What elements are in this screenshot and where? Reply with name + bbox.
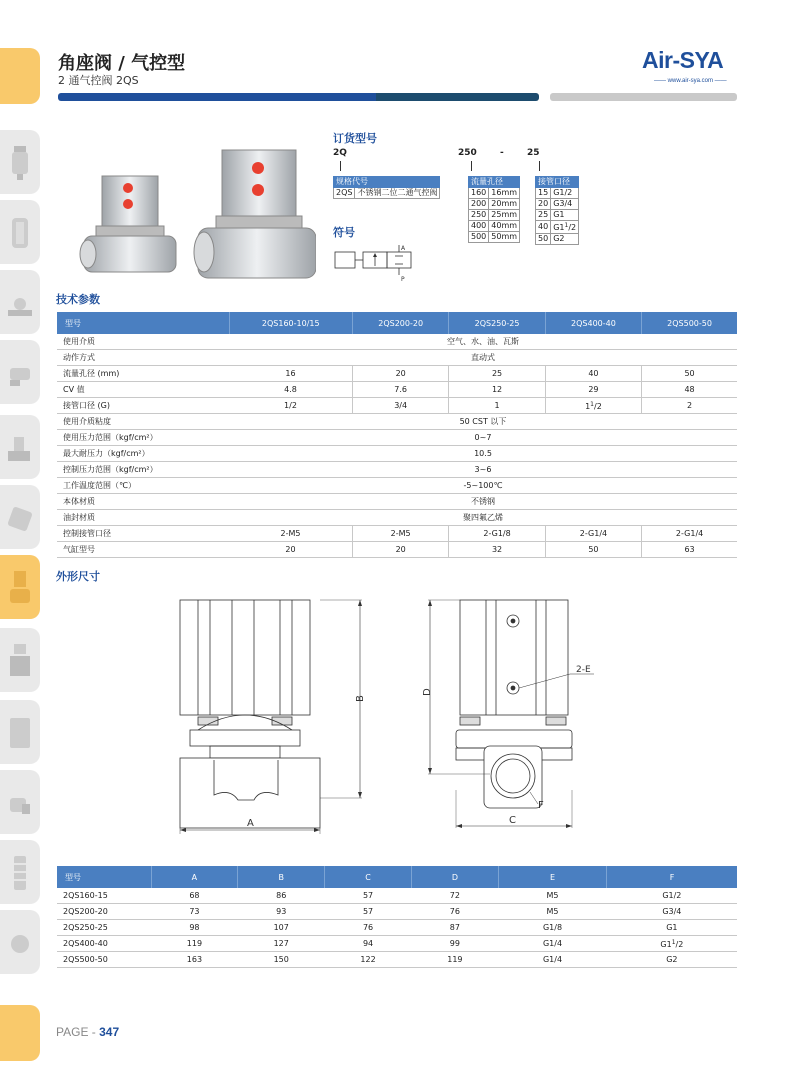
row-label: 接管口径 (G) xyxy=(57,398,229,414)
dim-label-e: 2-E xyxy=(576,665,591,675)
sidebar-bottom-accent xyxy=(0,1005,40,1061)
table-row xyxy=(57,398,737,414)
series-code-table xyxy=(333,176,440,199)
table-row xyxy=(57,414,737,430)
dim-header-row xyxy=(57,866,737,888)
dim-cell: 93 xyxy=(238,904,325,920)
order-code-tick-port xyxy=(539,161,540,171)
row-value: 7.6 xyxy=(352,382,448,398)
table-row xyxy=(57,510,737,526)
flow-size: 20mm xyxy=(489,199,520,210)
port-code: 50 xyxy=(536,234,551,245)
tech-header-cell: 型号 xyxy=(57,312,229,334)
dim-cell: 119 xyxy=(411,952,498,968)
table-row xyxy=(57,366,737,382)
brand-url: —— www.air-sya.com —— xyxy=(654,78,727,84)
sidebar-tab-silencer[interactable] xyxy=(0,840,40,904)
row-value: 29 xyxy=(545,382,641,398)
filter-icon xyxy=(8,144,32,182)
order-code-tick-flow xyxy=(471,161,472,171)
tech-header-cell: 2QS400-40 xyxy=(545,312,641,334)
table-row xyxy=(57,936,737,952)
flow-code: 250 xyxy=(469,210,489,221)
dim-header-cell: 型号 xyxy=(57,866,151,888)
dim-cell: 94 xyxy=(325,936,412,952)
port-code: 25 xyxy=(536,210,551,221)
dim-g-sup: 1 xyxy=(671,938,676,946)
row-merged-value: 直动式 xyxy=(229,350,737,366)
dim-cell: 107 xyxy=(238,920,325,936)
series-desc: 不锈钢二位二通气控阀 xyxy=(355,188,440,199)
row-value: 2-M5 xyxy=(352,526,448,542)
table-row xyxy=(57,920,737,936)
row-merged-value: 3~6 xyxy=(229,462,737,478)
dim-cell: 68 xyxy=(151,888,238,904)
table-row xyxy=(57,382,737,398)
sidebar-tab-pump[interactable] xyxy=(0,700,40,764)
order-code-part-dash: - xyxy=(500,148,504,158)
row-value: 2-G1/4 xyxy=(642,526,737,542)
port-size: G1 xyxy=(551,210,579,221)
flow-code: 160 xyxy=(469,188,489,199)
table-row xyxy=(57,334,737,350)
row-label: 使用介质粘度 xyxy=(57,414,229,430)
table-row xyxy=(57,430,737,446)
series-code: 2QS xyxy=(334,188,355,199)
dim-cell: G2 xyxy=(607,952,737,968)
dim-cell: 57 xyxy=(325,904,412,920)
order-code-part-flow: 250 xyxy=(458,148,477,158)
port-g-base: 1 xyxy=(585,401,591,411)
dim-g-tail: /2 xyxy=(675,939,684,949)
flow-code-header: 流量孔径 xyxy=(469,177,520,188)
row-label: 本体材质 xyxy=(57,494,229,510)
dim-header-cell: A xyxy=(151,866,238,888)
dim-g-base: G1 xyxy=(660,939,672,949)
row-merged-value: 空气、水、油、瓦斯 xyxy=(229,334,737,350)
table-row xyxy=(57,446,737,462)
symbol-label-p: P xyxy=(401,276,405,282)
dim-cell: 98 xyxy=(151,920,238,936)
order-code-tick-series xyxy=(340,161,341,171)
port-code: 20 xyxy=(536,199,551,210)
series-code-header: 规格代号 xyxy=(334,177,440,188)
page-prefix: PAGE - xyxy=(56,1025,100,1039)
row-merged-value: 50 CST 以下 xyxy=(229,414,737,430)
front-view-drawing xyxy=(170,590,380,835)
silencer-icon xyxy=(8,854,32,892)
sidebar-top-accent xyxy=(0,48,40,104)
port-g-sup: 1 xyxy=(590,400,594,408)
row-value: 63 xyxy=(642,542,737,558)
row-value: 25 xyxy=(449,366,545,382)
row-value: 20 xyxy=(352,366,448,382)
table-row xyxy=(57,462,737,478)
tech-header-row xyxy=(57,312,737,334)
row-value: 3/4 xyxy=(352,398,448,414)
dim-cell: 2QS400-40 xyxy=(57,936,151,952)
solenoid-icon xyxy=(8,499,32,537)
dim-cell: 2QS160-15 xyxy=(57,888,151,904)
row-merged-value: 10.5 xyxy=(229,446,737,462)
dim-cell: G1/8 xyxy=(498,920,606,936)
elbow-icon xyxy=(8,784,32,822)
tech-spec-table xyxy=(57,312,737,558)
dim-label-d: D xyxy=(422,688,433,696)
side-view-drawing xyxy=(420,590,620,835)
sidebar-tab-valve[interactable] xyxy=(0,415,40,479)
flow-size: 50mm xyxy=(489,232,520,243)
dim-cell: 76 xyxy=(411,904,498,920)
page-title: 角座阀 / 气控型 xyxy=(58,53,186,74)
sidebar-tab-cylinder[interactable] xyxy=(0,340,40,404)
port-g-tail: /2 xyxy=(594,401,602,411)
tech-header-cell: 2QS250-25 xyxy=(449,312,545,334)
regulator-icon xyxy=(8,214,32,252)
port-size-base: G1 xyxy=(553,223,565,232)
port-size-tail: /2 xyxy=(568,223,577,232)
port-code: 40 xyxy=(536,221,551,234)
row-value: 20 xyxy=(229,542,352,558)
table-row xyxy=(57,888,737,904)
flow-size: 25mm xyxy=(489,210,520,221)
row-merged-value: 0~7 xyxy=(229,430,737,446)
page-number-value: 347 xyxy=(99,1025,120,1039)
dim-header-cell: D xyxy=(411,866,498,888)
sidebar-tab-actuator[interactable] xyxy=(0,628,40,692)
row-label: 最大耐压力（kgf/cm²） xyxy=(57,446,229,462)
dim-header-cell: C xyxy=(325,866,412,888)
page-subtitle: 2 通气控阀 2QS xyxy=(58,74,139,87)
row-value: 40 xyxy=(545,366,641,382)
dim-cell: M5 xyxy=(498,888,606,904)
row-label: 工作温度范围（℃） xyxy=(57,478,229,494)
row-value: 32 xyxy=(449,542,545,558)
header-bar-blue xyxy=(58,93,376,101)
port-code-header: 接管口径 xyxy=(536,177,579,188)
dim-cell: 150 xyxy=(238,952,325,968)
port-size xyxy=(551,221,579,234)
dim-label-f: F xyxy=(538,800,544,811)
dim-cell: 87 xyxy=(411,920,498,936)
row-value: 2-G1/8 xyxy=(449,526,545,542)
dim-cell: 2QS500-50 xyxy=(57,952,151,968)
flow-code-table xyxy=(468,176,520,243)
dimension-table xyxy=(57,866,737,968)
dim-cell: G1/4 xyxy=(498,936,606,952)
dim-cell: 86 xyxy=(238,888,325,904)
port-size: G1/2 xyxy=(551,188,579,199)
dim-header-cell: F xyxy=(607,866,737,888)
dim-cell: 2QS250-25 xyxy=(57,920,151,936)
row-merged-value: 不锈钢 xyxy=(229,494,737,510)
row-value: 50 xyxy=(545,542,641,558)
dim-cell: 73 xyxy=(151,904,238,920)
port-code-table xyxy=(535,176,579,245)
row-value: 20 xyxy=(352,542,448,558)
row-label: CV 值 xyxy=(57,382,229,398)
dim-header-cell: B xyxy=(238,866,325,888)
tech-title: 技术参数 xyxy=(56,293,100,306)
header-bar-gray xyxy=(550,93,737,101)
order-code-title: 订货型号 xyxy=(333,132,377,145)
sidebar-tab-regulator[interactable] xyxy=(0,200,40,264)
dim-label-b: B xyxy=(355,695,366,702)
row-value: 48 xyxy=(642,382,737,398)
row-value: 2-G1/4 xyxy=(545,526,641,542)
row-label: 控制压力范围（kgf/cm²） xyxy=(57,462,229,478)
table-row xyxy=(57,904,737,920)
table-row xyxy=(57,952,737,968)
sidebar-tab-angle-seat-valve[interactable] xyxy=(0,555,40,619)
dim-cell: G1/4 xyxy=(498,952,606,968)
sidebar-tab-solenoid[interactable] xyxy=(0,485,40,549)
product-photo xyxy=(66,140,316,285)
table-row xyxy=(57,350,737,366)
row-label: 控制接管口径 xyxy=(57,526,229,542)
flow-size: 16mm xyxy=(489,188,520,199)
dim-cell xyxy=(607,936,737,952)
tech-header-cell: 2QS200-20 xyxy=(352,312,448,334)
page-number xyxy=(56,1025,119,1039)
tech-header-cell: 2QS160-10/15 xyxy=(229,312,352,334)
port-size: G2 xyxy=(551,234,579,245)
header-bar-dark xyxy=(376,93,539,101)
table-row xyxy=(57,526,737,542)
row-merged-value: 聚四氟乙烯 xyxy=(229,510,737,526)
dim-cell: 99 xyxy=(411,936,498,952)
row-value: 4.8 xyxy=(229,382,352,398)
brand-logo: Air-SYA xyxy=(642,47,724,73)
sidebar-tab-coupler[interactable] xyxy=(0,910,40,974)
dim-header-cell: E xyxy=(498,866,606,888)
row-label: 使用介质 xyxy=(57,334,229,350)
row-value: 2-M5 xyxy=(229,526,352,542)
row-value: 12 xyxy=(449,382,545,398)
row-value: 16 xyxy=(229,366,352,382)
coupler-icon xyxy=(8,924,32,962)
row-merged-value: -5~100℃ xyxy=(229,478,737,494)
cylinder-icon xyxy=(8,354,32,392)
angle-seat-valve-icon xyxy=(8,569,32,607)
table-row xyxy=(57,542,737,558)
flow-code: 200 xyxy=(469,199,489,210)
row-label: 动作方式 xyxy=(57,350,229,366)
brand-url-text: www.air-sya.com xyxy=(667,78,714,84)
table-row xyxy=(57,494,737,510)
dim-cell: G3/4 xyxy=(607,904,737,920)
row-label: 流量孔径 (mm) xyxy=(57,366,229,382)
fitting-icon xyxy=(8,284,32,322)
row-label: 使用压力范围（kgf/cm²） xyxy=(57,430,229,446)
sidebar-tab-filter[interactable] xyxy=(0,130,40,194)
dim-cell: 57 xyxy=(325,888,412,904)
row-value: 2 xyxy=(642,398,737,414)
symbol-label-a: A xyxy=(401,245,406,252)
dim-cell: M5 xyxy=(498,904,606,920)
flow-code: 500 xyxy=(469,232,489,243)
port-size: G3/4 xyxy=(551,199,579,210)
symbol-title: 符号 xyxy=(333,226,355,239)
order-code-part-port: 25 xyxy=(527,148,540,158)
dim-cell: 119 xyxy=(151,936,238,952)
sidebar-tab-fitting[interactable] xyxy=(0,270,40,334)
dim-cell: G1/2 xyxy=(607,888,737,904)
row-label: 油封材质 xyxy=(57,510,229,526)
dim-cell: 72 xyxy=(411,888,498,904)
row-value: 1/2 xyxy=(229,398,352,414)
sidebar-tab-elbow[interactable] xyxy=(0,770,40,834)
dim-cell: 163 xyxy=(151,952,238,968)
dim-cell: G1 xyxy=(607,920,737,936)
dim-cell: 127 xyxy=(238,936,325,952)
valve-symbol xyxy=(333,242,423,282)
row-label: 气缸型号 xyxy=(57,542,229,558)
dim-cell: 122 xyxy=(325,952,412,968)
dim-cell: 76 xyxy=(325,920,412,936)
row-value: 50 xyxy=(642,366,737,382)
dim-cell: 2QS200-20 xyxy=(57,904,151,920)
order-code-part-series: 2Q xyxy=(333,148,347,158)
table-row xyxy=(57,478,737,494)
dim-label-a: A xyxy=(247,818,254,829)
dims-title: 外形尺寸 xyxy=(56,570,100,583)
dim-label-c: C xyxy=(509,815,516,826)
pump-icon xyxy=(8,714,32,752)
actuator-icon xyxy=(8,642,32,680)
port-code: 15 xyxy=(536,188,551,199)
tech-header-cell: 2QS500-50 xyxy=(642,312,737,334)
row-value: 1 xyxy=(449,398,545,414)
row-value xyxy=(545,398,641,414)
flow-code: 400 xyxy=(469,221,489,232)
port-size-sup: 1 xyxy=(564,222,569,229)
flow-size: 40mm xyxy=(489,221,520,232)
valve-icon xyxy=(8,429,32,467)
